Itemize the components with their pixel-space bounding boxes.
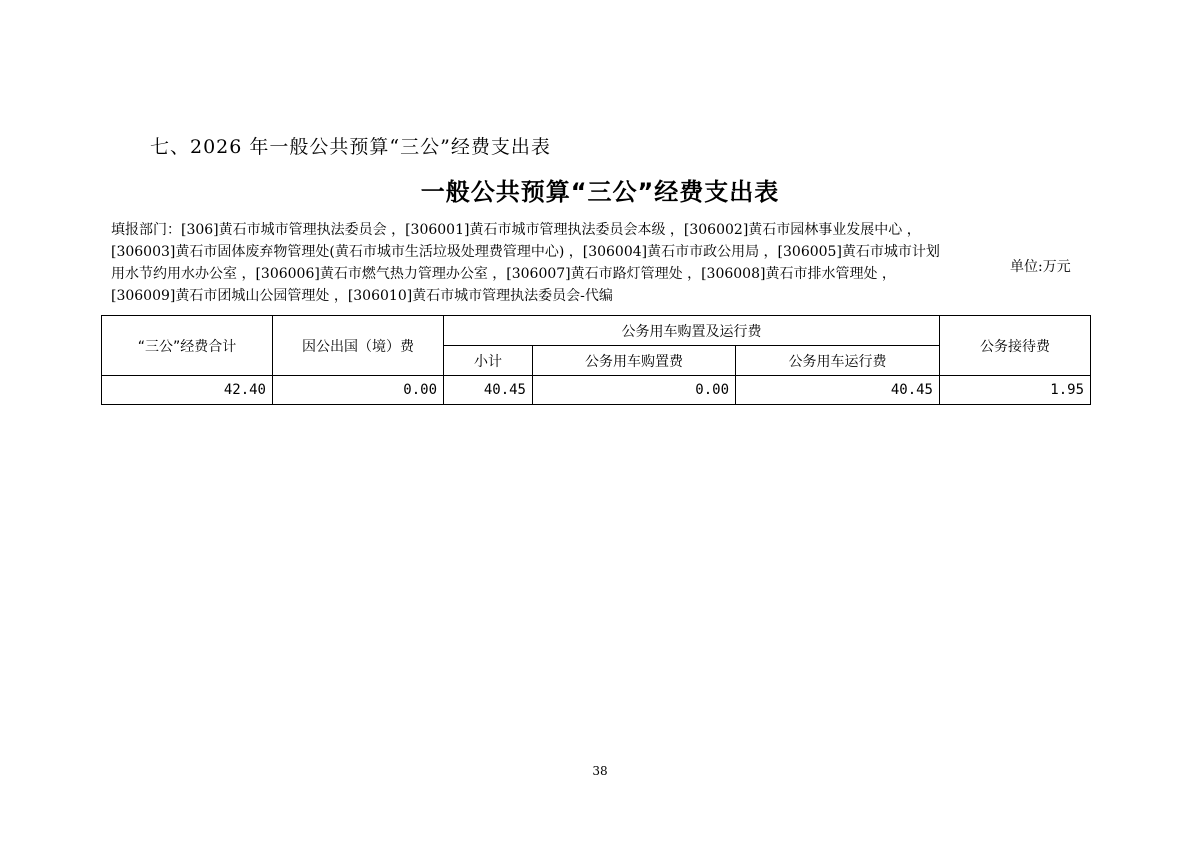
cell-reception: 1.95: [940, 376, 1091, 405]
unit-label: 单位:万元: [1010, 259, 1071, 275]
header-subtotal: 小计: [444, 346, 533, 376]
cell-total: 42.40: [102, 376, 273, 405]
cell-vehicle-operation: 40.45: [736, 376, 940, 405]
cell-subtotal: 40.45: [444, 376, 533, 405]
budget-table: [101, 315, 1091, 405]
header-total: “三公”经费合计: [102, 316, 273, 376]
page-number: 38: [592, 764, 608, 778]
header-abroad: 因公出国（境）费: [273, 316, 444, 376]
cell-vehicle-purchase: 0.00: [533, 376, 736, 405]
section-heading: 七、2026 年一般公共预算“三公”经费支出表: [150, 136, 551, 158]
table-row: [102, 376, 1091, 405]
header-vehicle-group: 公务用车购置及运行费: [444, 316, 940, 346]
header-reception: 公务接待费: [940, 316, 1091, 376]
department-label: 填报部门：[306]黄石市城市管理执法委员会 ，[306001]黄石市城市管理执法委员会本级 ，[306002]黄石市园林事业发展中心 ，[306003]黄石市固体废弃物管理处(黄石市城市生活垃圾处理费管理中心) ，[306004]黄石市市政公用局 ，[306005]黄石市城市计划用水节约用水办公室 ，[306006]黄石市燃气热力管理办公室 ，[306007]黄石市路灯管理处 ，[306008]黄石市排水管理处 ，[306009]黄石市团城山公园管理处 ，[306010]黄石市城市管理执法委员会-代编: [111, 222, 940, 304]
table-title: 一般公共预算“三公”经费支出表: [420, 178, 780, 206]
header-vehicle-purchase: 公务用车购置费: [533, 346, 736, 376]
header-vehicle-operation: 公务用车运行费: [736, 346, 940, 376]
cell-abroad: 0.00: [273, 376, 444, 405]
